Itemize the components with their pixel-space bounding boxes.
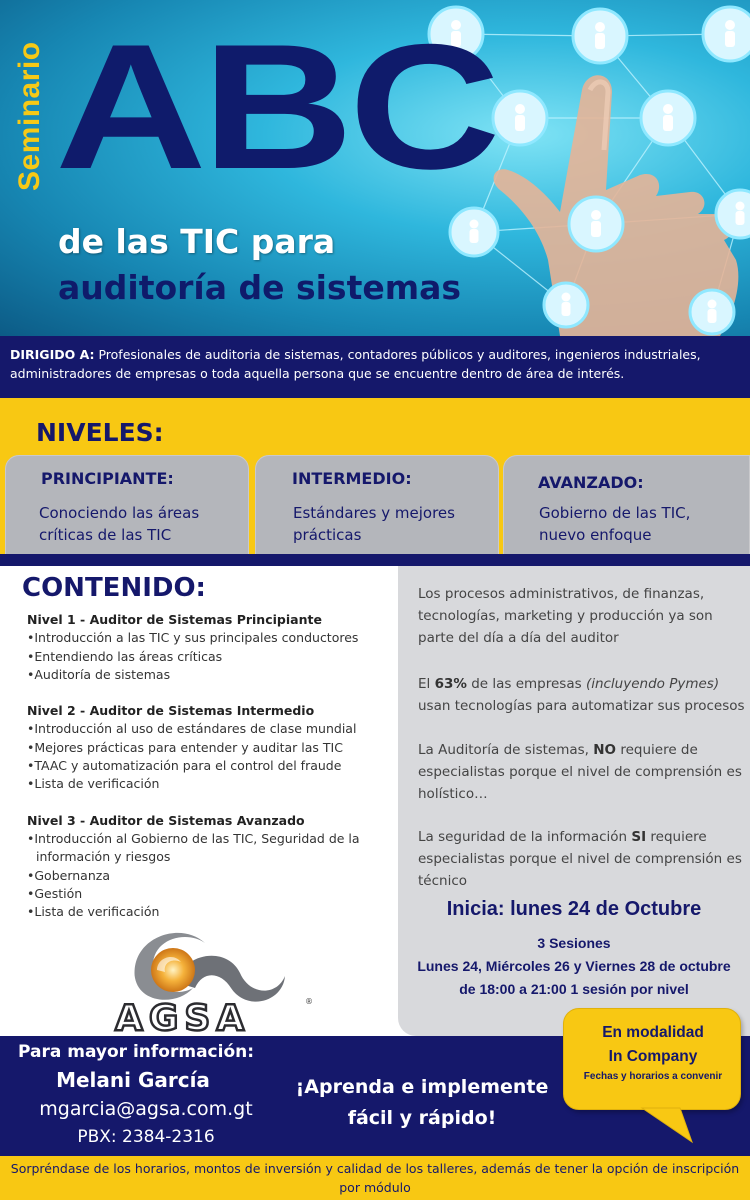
info-paragraph: La seguridad de la información SI requiere especialistas porque el nivel de comprensión es técnico bbox=[418, 829, 742, 889]
content-level-heading: Nivel 2 - Auditor de Sistemas Intermedio bbox=[27, 703, 315, 719]
levels-title: NIVELES: bbox=[36, 418, 164, 447]
level-name: PRINCIPIANTE: bbox=[41, 469, 174, 488]
list-item: •Lista de verificación bbox=[27, 904, 160, 920]
list-item: •Gestión bbox=[27, 885, 83, 901]
list-item: •Entendiendo las áreas críticas bbox=[27, 648, 223, 664]
content-level-heading: Nivel 1 - Auditor de Sistemas Principiante bbox=[27, 612, 322, 627]
level-description: Conociendo las áreas críticas de las TIC bbox=[39, 504, 200, 544]
seminario-label: Seminario bbox=[13, 41, 46, 191]
logo-text: AGSA bbox=[115, 998, 251, 1036]
in-company-bubble bbox=[563, 1008, 741, 1110]
level-description: Estándares y mejores prácticas bbox=[293, 504, 455, 544]
agsa-logo bbox=[105, 918, 325, 1036]
contact-phone: PBX: 2384-2316 bbox=[77, 1127, 215, 1147]
contact-name: Melani García bbox=[56, 1068, 210, 1092]
info-paragraph: El 63% de las empresas (incluyendo Pymes) usan tecnologías para automatizar sus procesos bbox=[418, 676, 745, 714]
hero-banner bbox=[0, 0, 750, 336]
slogan-line1: ¡Aprenda e implemente bbox=[295, 1076, 549, 1098]
session-time: de 18:00 a 21:00 1 sesión por nivel bbox=[459, 981, 689, 997]
highlight-percent: 63% bbox=[434, 676, 467, 692]
bubble-line2: In Company bbox=[608, 1048, 698, 1065]
level-card-avanzado bbox=[503, 455, 750, 556]
contact-title: Para mayor información: bbox=[18, 1042, 255, 1062]
hero-subtitle-line1: de las TIC para bbox=[58, 222, 336, 261]
bubble-line3: Fechas y horarios a convenir bbox=[583, 1071, 723, 1082]
levels-section bbox=[0, 398, 750, 556]
info-paragraph: La Auditoría de sistemas, NO requiere de especialistas porque el nivel de comprensión es holístico… bbox=[418, 742, 742, 802]
target-audience-label: DIRIGIDO A: bbox=[10, 347, 95, 362]
slogan bbox=[290, 1072, 554, 1134]
sessions-count: 3 Sesiones bbox=[537, 935, 611, 951]
footer-text: Sorpréndase de los horarios, montos de inversión y calidad de los talleres, además de tener la opción de inscripción por módulo bbox=[10, 1161, 740, 1195]
list-item: •Mejores prácticas para entender y auditar las TIC bbox=[27, 739, 343, 755]
level-card-principiante bbox=[5, 455, 249, 556]
level-name: INTERMEDIO: bbox=[292, 469, 412, 488]
list-item: •Introducción al uso de estándares de clase mundial bbox=[27, 721, 357, 737]
content-list bbox=[27, 611, 397, 921]
list-item: •Introducción a las TIC y sus principales conductores bbox=[27, 630, 359, 646]
level-card-intermedio bbox=[255, 455, 499, 556]
level-description: Gobierno de las TIC, nuevo enfoque bbox=[539, 504, 691, 544]
target-audience-text: Profesionales de auditoria de sistemas, contadores públicos y auditores, ingenieros industriales, administradores de empresas o toda aquella persona que se encuentre dentro de área de interés. bbox=[10, 347, 701, 381]
hero-title: ABC bbox=[55, 7, 496, 206]
divider bbox=[0, 554, 750, 566]
footer-band bbox=[0, 1156, 750, 1200]
hero-subtitle-line2: auditoría de sistemas bbox=[58, 268, 462, 307]
content-title: CONTENIDO: bbox=[22, 573, 206, 603]
content-level-heading: Nivel 3 - Auditor de Sistemas Avanzado bbox=[27, 812, 305, 828]
list-item: •TAAC y automatización para el control del fraude bbox=[27, 758, 342, 774]
bubble-line1: En modalidad bbox=[602, 1024, 704, 1041]
bubble-tail bbox=[640, 1106, 700, 1146]
start-date: Inicia: lunes 24 de Octubre bbox=[446, 898, 702, 920]
list-item: •Auditoría de sistemas bbox=[27, 666, 171, 682]
session-days: Lunes 24, Miércoles 26 y Viernes 28 de octubre bbox=[417, 958, 731, 974]
contact-email[interactable]: mgarcia@agsa.com.gt bbox=[39, 1098, 253, 1120]
svg-text:®: ® bbox=[305, 997, 313, 1006]
info-paragraph: Los procesos administrativos, de finanzas, tecnologías, marketing y producción ya son parte del día a día del auditor bbox=[418, 586, 713, 646]
slogan-line2: fácil y rápido! bbox=[347, 1107, 497, 1129]
list-item: •Lista de verificación bbox=[27, 776, 160, 792]
level-name: AVANZADO: bbox=[538, 473, 644, 492]
target-audience-band bbox=[0, 336, 750, 398]
list-item: •Introducción al Gobierno de las TIC, Seguridad de la información y riesgos bbox=[27, 830, 360, 865]
list-item: •Gobernanza bbox=[27, 867, 110, 883]
